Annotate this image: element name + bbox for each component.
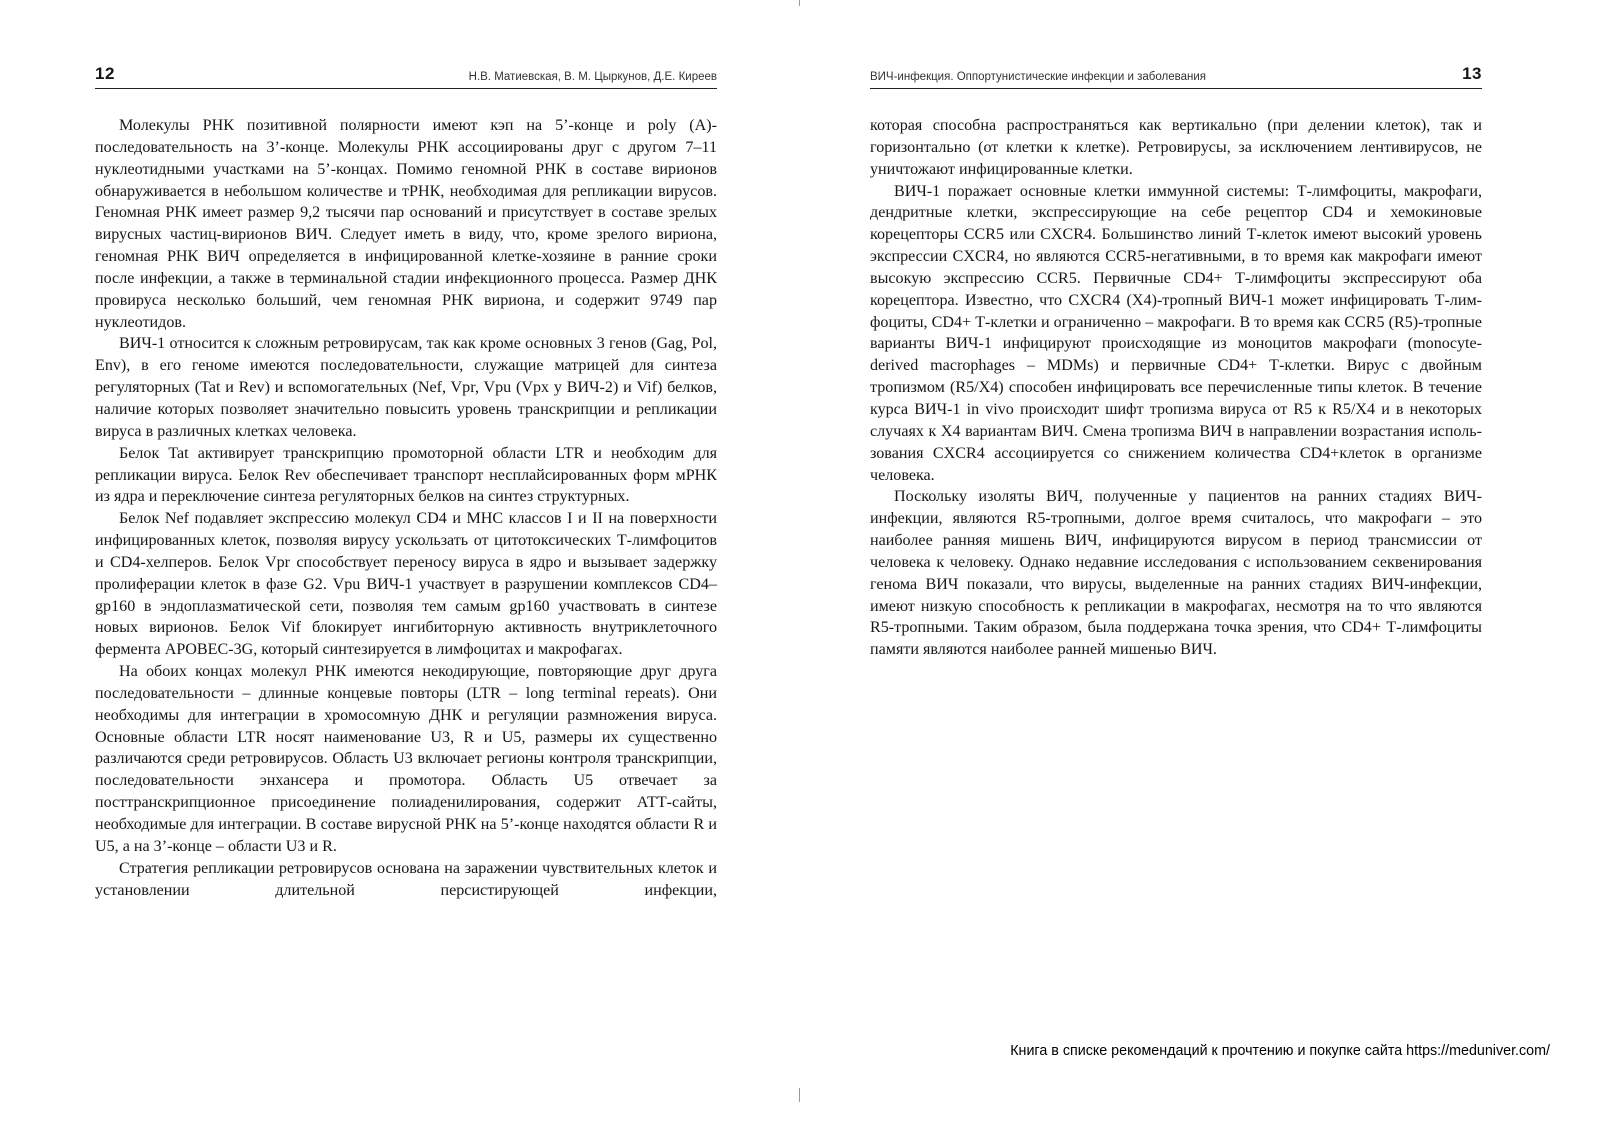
right-page [800,0,1600,1127]
paragraph: Поскольку изоляты ВИЧ, полученные у пациентов на ранних стадиях ВИЧ-инфекции, являются R5-тропными, долгое время считалось, что макрофаги – это наиболее ранняя мишень ВИЧ, инфицируются вирусом в период трансмиссии от человека к человеку. Однако недавние исследования с использованием секвенирования генома ВИЧ показали, что вирусы, выделенные на ранних стадиях ВИЧ-инфекции, имеют низкую способность к репликации в макрофагах, несмотря на то что являются R5-тропными. Таким образом, была поддержана точка зрения, что CD4+ Т-лимфоциты памяти являются наиболее ранней мишенью ВИЧ. [870,488,1482,659]
running-head-title: ВИЧ-инфекция. Оппортунистические инфекции и заболевания [870,71,1206,83]
paragraph: Молекулы РНК позитивной полярности имеют кэп на 5’-конце и poly (A)-последовательность на 3’-конце. Молекулы РНК ассоциированы друг с другом 7–11 нуклеотидными участками на 5’-концах. Помимо геномной РНК в составе вирионов обнаруживается в небольшом количестве и тРНК, необходимая для репликации вирусов. Геномная РНК имеет размер 9,2 тысячи пар оснований и присутствует в составе зрелых вирусных частиц-вирионов ВИЧ. Следует иметь в виду, что, кроме зрелого вириона, геномная РНК ВИЧ определяется в инфицированной клетке-хозяине в ранние сроки после инфекции, а также в терминальной стадии инфекционного процесса. Размер ДНК провируса несколько больший, чем геномная РНК вириона, и содержит 9749 пар нуклеотидов. [95,117,717,331]
page-number: 13 [1462,64,1482,83]
page-number: 12 [95,64,115,83]
paragraph: На обоих концах молекул РНК имеются некодирующие, повторяющие друг друга последовательности – длинные концевые повторы (LTR – long terminal repeats). Они необходимы для интеграции в хромосомную ДНК и регуляции размножения вируса. Основные области LTR носят наименование U3, R и U5, размеры их существенно различаются среди ретровирусов. Область U3 включает регионы контроля транскрипции, последовательности энхансера и промотора. Область U5 отвечает за посттранскрипционное присоединение полиаденилирования, содержит АТТ-сайты, необходимые для интеграции. В составе вирусной РНК на 5’-конце находятся области R и U5, а на 3’-конце – области U3 и R. [95,663,717,855]
left-page-body [95,115,717,901]
footer-note: Книга в списке рекомендаций к прочтению и покупке сайта https://meduniver.com/ [1010,1043,1550,1059]
paragraph: которая способна распространяться как вертикально (при делении клеток), так и горизонтально (от клетки к клетке). Ретровирусы, за исключением лентивирусов, не уничтожают инфицированные клетки. [870,117,1482,178]
paragraph: Белок Tat активирует транскрипцию промоторной области LTR и необходим для репликации вируса. Белок Rev обеспечивает транспорт несплайсированных форм мРНК из ядра и переключение синтеза регуляторных белков на синтез структурных. [95,444,717,506]
right-page-header [870,66,1482,89]
running-head-authors: Н.В. Матиевская, В. М. Цыркунов, Д.Е. Киреев [468,71,717,83]
paragraph: Стратегия репликации ретровирусов основана на заражении чувствительных клеток и установлении длительной персистирующей инфекции, [95,859,717,899]
paragraph: Белок Nef подавляет экспрессию молекул CD4 и MHC классов I и II на поверхности инфицированных клеток, позволяя вирусу ускользать от цитотоксических Т-лимфоцитов и CD4-хелперов. Белок Vpr способствует переносу вируса в ядро и вызывает задержку пролиферации клеток в фазе G2. Vpu ВИЧ-1 участвует в разрушении комплексов CD4–gp160 в эндоплазматической сети, позволяя тем самым gp160 участвовать в синтезе новых вирионов. Белок Vif блокирует ингибиторную активность внутриклеточного фермента APOBEC-3G, который синтезируется в лимфоцитах и макрофагах. [95,510,717,659]
right-page-body [870,115,1482,661]
left-page-header [95,66,717,89]
paragraph: ВИЧ-1 относится к сложным ретровирусам, так как кроме основных 3 генов (Gag, Pol, Env), в его геноме имеются последовательности, служащие матрицей для синтеза регуляторных (Tat и Rev) и вспомогательных (Nef, Vpr, Vpu (Vpx у ВИЧ-2) и Vif) белков, наличие которых позволяет значительно повысить уровень транскрипции и репликации вируса в различных клетках человека. [95,335,717,440]
paragraph: ВИЧ-1 поражает основные клетки иммунной системы: Т-лимфоциты, макрофаги, дендритные клетки, экспрессирующие на себе рецептор CD4 и хемокиновые корецепторы CCR5 или CXCR4. Большинство линий Т-клеток имеют высокий уровень экспрессии CXCR4, но являются CCR5-негативными, в то время как макрофаги имеют высокую экспрессию CCR5. Первичные CD4+ Т-лимфоциты экспрессируют оба корецептора. Известно, что CXCR4 (X4)-тропный ВИЧ-1 может инфицировать Т-лимфоциты, CD4+ Т-клетки и ограниченно – макрофаги. В то время как CCR5 (R5)-тропные варианты ВИЧ-1 инфицируют происходящие из моноцитов макрофаги (monocyte-derived macrophages – MDMs) и первичные CD4+ Т-клетки. Вирус с двойным тропизмом (R5/X4) способен инфицировать все перечисленные типы клеток. В течение курса ВИЧ-1 in vivo происходит шифт тропизма вируса от R5 к R5/X4 и в некоторых случаях к X4 вариантам ВИЧ. Смена тропизма ВИЧ в направлении возрастания использования CXCR4 ассоциируется со снижением количества CD4+клеток в организме человека. [870,182,1482,484]
